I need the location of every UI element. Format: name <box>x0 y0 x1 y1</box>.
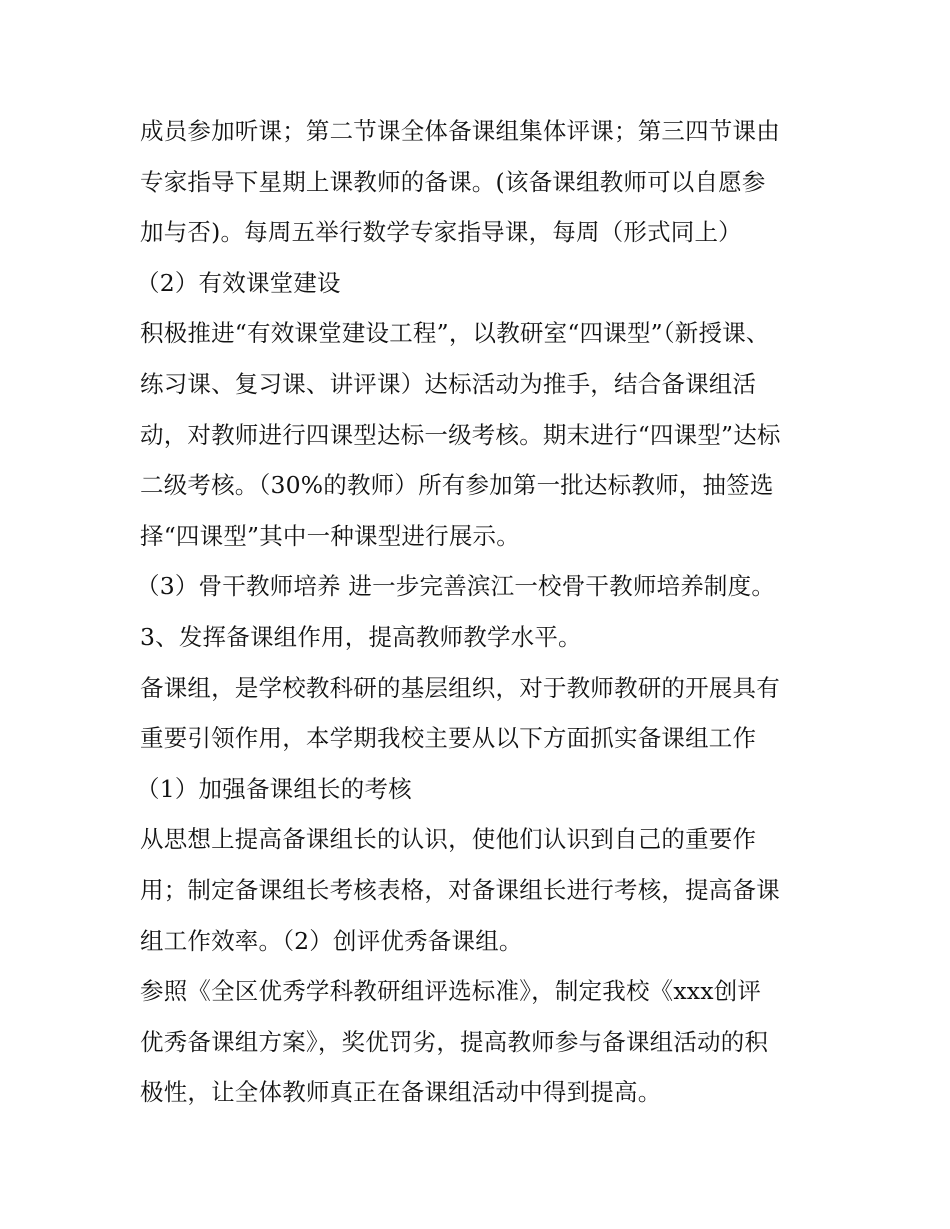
text-line-12: 备课组，是学校教科研的基层组织，对于教师教研的开展具有 <box>140 673 780 702</box>
text-line-7: 动，对教师进行四课型达标一级考核。期末进行“四课型”达标 <box>140 420 781 449</box>
text-line-3: 加与否)。每周五举行数学专家指导课，每周（形式同上） <box>140 218 742 247</box>
text-line-20: 极性，让全体教师真正在备课组活动中得到提高。 <box>140 1078 662 1107</box>
text-line-16: 用；制定备课组长考核表格，对备课组长进行考核，提高备课 <box>140 875 780 904</box>
text-line-13: 重要引领作用，本学期我校主要从以下方面抓实备课组工作 <box>140 724 757 753</box>
text-line-18: 参照《全区优秀学科教研组评选标准》，制定我校《xxx创评 <box>140 977 762 1006</box>
text-line-1: 成员参加听课；第二节课全体备课组集体评课；第三四节课由 <box>140 117 780 145</box>
text-line-17: 组工作效率。（2）创评优秀备课组。 <box>140 926 523 955</box>
text-line-5: 积极推进“有效课堂建设工程”，以教研室“四课型”（新授课、 <box>140 319 770 348</box>
section-heading-backbone-teachers: （3）骨干教师培养 进一步完善滨江一校骨干教师培养制度。 <box>136 572 776 601</box>
text-line-8: 二级考核。（30%的教师）所有参加第一批达标教师，抽签选 <box>140 471 774 500</box>
text-line-9: 择“四课型”其中一种课型进行展示。 <box>140 521 520 550</box>
section-heading-effective-classroom: （2）有效课堂建设 <box>136 268 341 297</box>
body-text <box>136 106 820 1118</box>
text-line-2: 专家指导下星期上课教师的备课。(该备课组教师可以自愿参 <box>140 167 766 196</box>
section-heading-group-leader-assessment: （1）加强备课组长的考核 <box>136 774 412 803</box>
section-heading-lesson-groups: 3、发挥备课组作用，提高教师教学水平。 <box>140 622 582 651</box>
text-line-6: 练习课、复习课、讲评课）达标活动为推手，结合备课组活 <box>140 369 757 398</box>
text-line-15: 从思想上提高备课组长的认识，使他们认识到自己的重要作 <box>140 825 757 854</box>
text-line-19: 优秀备课组方案》，奖优罚劣，提高教师参与备课组活动的积 <box>140 1027 769 1056</box>
